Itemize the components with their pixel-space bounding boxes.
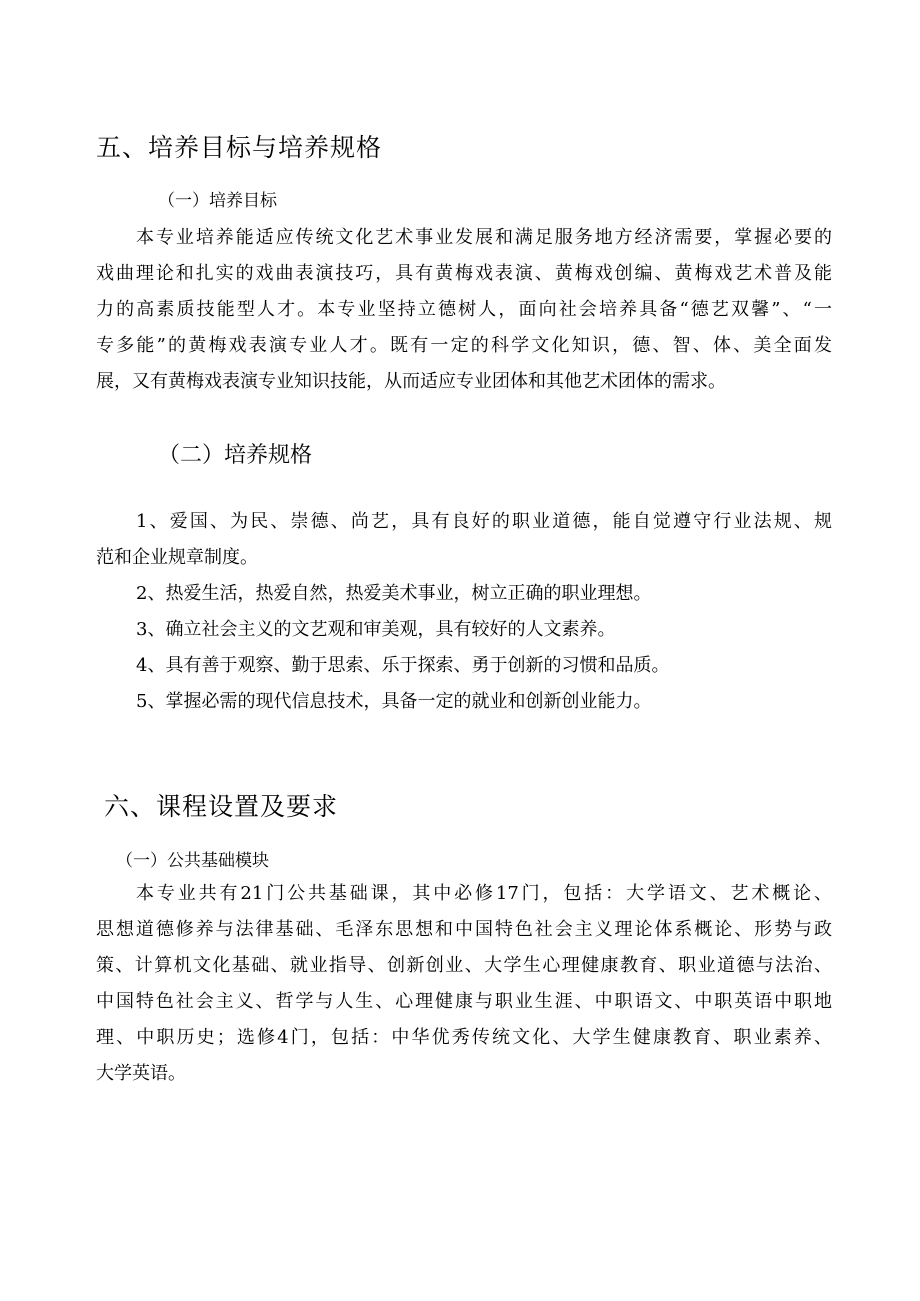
paragraph-line: 中国特色社会主义、哲学与人生、心理健康与职业生涯、中职语文、中职英语中职地 — [96, 991, 832, 1012]
list-item: 1、爱国、为民、崇德、尚艺，具有良好的职业道德，能自觉遵守行业法规、规 — [136, 511, 832, 532]
public-course-paragraph — [96, 876, 832, 1092]
list-item: 4、具有善于观察、勤于思索、乐于探索、勇于创新的习惯和品质。 — [136, 655, 670, 676]
paragraph-line: 力的高素质技能型人才。本专业坚持立德树人，面向社会培养具备“德艺双馨”、“一 — [96, 299, 832, 320]
paragraph-line: 策、计算机文化基础、就业指导、创新创业、大学生心理健康教育、职业道德与法治、 — [96, 955, 832, 976]
paragraph-line: 理、中职历史；选修4门，包括：中华优秀传统文化、大学生健康教育、职业素养、 — [96, 1027, 832, 1048]
list-item: 范和企业规章制度。 — [96, 547, 258, 568]
subsection-5-2-title: （二）培养规格 — [158, 443, 313, 468]
subsection-5-1-title: （一）培养目标 — [158, 191, 277, 211]
training-goal-paragraph — [96, 220, 832, 400]
section-5-title: 五、培养目标与培养规格 — [96, 133, 383, 162]
paragraph-line: 大学英语。 — [96, 1063, 186, 1084]
paragraph-line: 戏曲理论和扎实的戏曲表演技巧，具有黄梅戏表演、黄梅戏创编、黄梅戏艺术普及能 — [96, 263, 832, 284]
training-spec-list — [96, 504, 832, 720]
list-item: 2、热爱生活，热爱自然，热爱美术事业，树立正确的职业理想。 — [136, 583, 652, 604]
subsection-6-1-title: （一）公共基础模块 — [116, 851, 269, 871]
paragraph-line: 专多能”的黄梅戏表演专业人才。既有一定的科学文化知识，德、智、体、美全面发 — [96, 335, 832, 356]
list-item: 3、确立社会主义的文艺观和审美观，具有较好的人文素养。 — [136, 619, 616, 640]
paragraph-line: 展，又有黄梅戏表演专业知识技能，从而适应专业团体和其他艺术团体的需求。 — [96, 371, 726, 392]
paragraph-line: 本专业培养能适应传统文化艺术事业发展和满足服务地方经济需要，掌握必要的 — [136, 227, 832, 248]
section-6-title: 六、课程设置及要求 — [104, 792, 339, 821]
paragraph-line: 本专业共有21门公共基础课，其中必修17门，包括：大学语文、艺术概论、 — [136, 883, 832, 904]
paragraph-line: 思想道德修养与法律基础、毛泽东思想和中国特色社会主义理论体系概论、形势与政 — [96, 919, 832, 940]
list-item: 5、掌握必需的现代信息技术，具备一定的就业和创新创业能力。 — [136, 691, 652, 712]
